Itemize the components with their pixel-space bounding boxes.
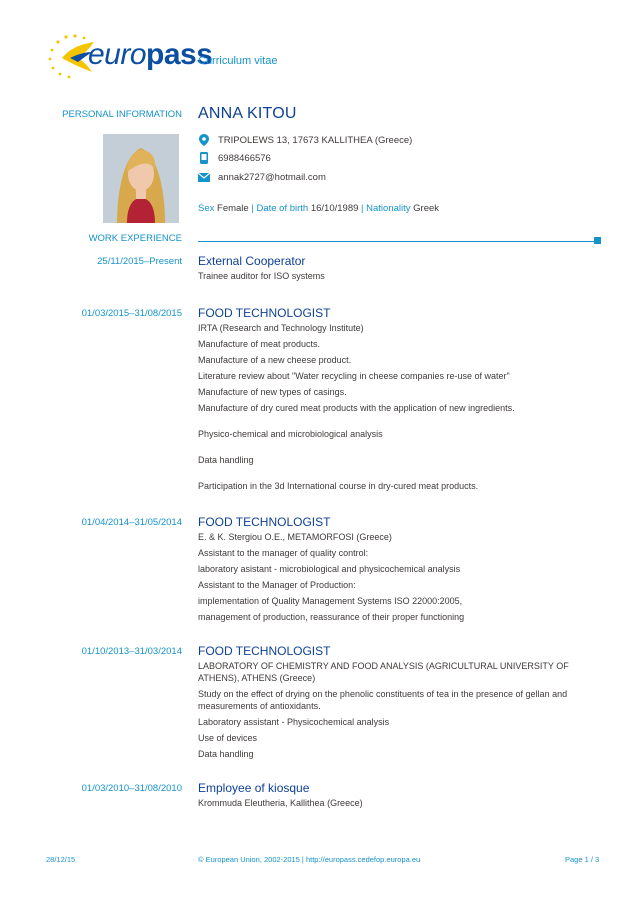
duty-line: Manufacture of new types of casings. (198, 387, 347, 397)
brand-main: euro (88, 38, 147, 71)
phone-row (198, 152, 271, 164)
entry-date: 01/03/2015–31/08/2015 (81, 308, 182, 319)
phone-text: 6988466576 (218, 152, 271, 164)
dob-value: 16/10/1989 (310, 203, 359, 214)
work-entry (198, 306, 598, 492)
section-divider (198, 241, 594, 242)
duty-line: Assistant to the Manager of Production: (198, 580, 356, 590)
employer: Trainee auditor for ISO systems (198, 271, 325, 281)
email-icon (198, 171, 210, 183)
brand-suffix: pass (146, 38, 213, 71)
dob-label: Date of birth (256, 203, 309, 214)
europass-wordmark (88, 38, 212, 72)
duty-line: Manufacture of a new cheese product. (198, 355, 352, 365)
duty-line: Manufacture of dry cured meat products with the application of new ingredients. (198, 403, 515, 413)
work-experience-label: WORK EXPERIENCE (88, 233, 182, 244)
email-text[interactable]: annak2727@hotmail.com (218, 171, 326, 183)
separator: | (361, 203, 364, 214)
work-entry (198, 644, 598, 760)
sex-label: Sex (198, 203, 215, 214)
duty-line: Data handling (198, 749, 254, 759)
section-divider-square-icon (594, 237, 601, 244)
work-entry (198, 254, 598, 282)
job-title: FOOD TECHNOLOGIST (198, 644, 331, 658)
email-row (198, 171, 326, 183)
separator: | (251, 203, 254, 214)
job-title: FOOD TECHNOLOGIST (198, 515, 331, 529)
entry-date: 25/11/2015–Present (97, 256, 182, 267)
duty-line: Data handling (198, 455, 254, 465)
duty-line: Laboratory assistant - Physicochemical analysis (198, 717, 390, 727)
duty-line: Assistant to the manager of quality control: (198, 548, 369, 558)
footer-copyright-link[interactable]: © European Union, 2002-2015 | http://europass.cedefop.europa.eu (198, 855, 421, 864)
job-title: Employee of kiosque (198, 781, 310, 795)
duty-line: implementation of Quality Management Systems ISO 22000:2005, (198, 596, 463, 606)
personal-meta (198, 203, 439, 214)
work-entry (198, 515, 598, 623)
duty-line: Participation in the 3d International course in dry-cured meat products. (198, 481, 479, 491)
duty-line: laboratory asistant - microbiological and physicochemical analysis (198, 564, 461, 574)
entry-date: 01/04/2014–31/05/2014 (81, 517, 182, 528)
employer: IRTA (Research and Technology Institute) (198, 323, 364, 333)
duty-line: Manufacture of meat products. (198, 339, 321, 349)
footer-page-number: Page 1 / 3 (565, 855, 600, 864)
job-title: External Cooperator (198, 254, 306, 268)
footer-date: 28/12/15 (46, 855, 76, 864)
entry-date: 01/10/2013–31/03/2014 (81, 646, 182, 657)
doc-title: Curriculum vitae (198, 55, 278, 67)
location-icon (198, 134, 210, 146)
personal-info-label: PERSONAL INFORMATION (62, 109, 182, 120)
duty-line: Use of devices (198, 733, 258, 743)
work-entry (198, 781, 598, 809)
duty-line: Physico-chemical and microbiological analysis (198, 429, 383, 439)
address-text: TRIPOLEWS 13, 17673 KALLITHEA (Greece) (218, 134, 413, 146)
duty-line: Study on the effect of drying on the phenolic constituents of tea in the presence of gellan and measurements of antioxidants. (198, 689, 568, 711)
duty-line: management of production, reassurance of their proper functioning (198, 612, 465, 622)
employer: LABORATORY OF CHEMISTRY AND FOOD ANALYSIS (AGRICULTURAL UNIVERSITY OF ATHENS), ATHENS (Greece) (198, 661, 569, 683)
duty-line: Literature review about "Water recycling in cheese companies re-use of water" (198, 371, 510, 381)
phone-icon (198, 152, 210, 164)
person-name: ANNA KITOU (198, 105, 297, 122)
job-title: FOOD TECHNOLOGIST (198, 306, 331, 320)
employer: Krommuda Eleutheria, Kallithea (Greece) (198, 798, 363, 808)
employer: E. & K. Stergiou O.E., METAMORFOSI (Greece) (198, 532, 392, 542)
nationality-label: Nationality (366, 203, 411, 214)
nationality-value: Greek (413, 203, 440, 214)
sex-value: Female (217, 203, 249, 214)
profile-photo (103, 134, 179, 223)
portrait-icon (103, 134, 179, 223)
address-row (198, 134, 412, 146)
entry-date: 01/03/2010–31/08/2010 (81, 783, 182, 794)
